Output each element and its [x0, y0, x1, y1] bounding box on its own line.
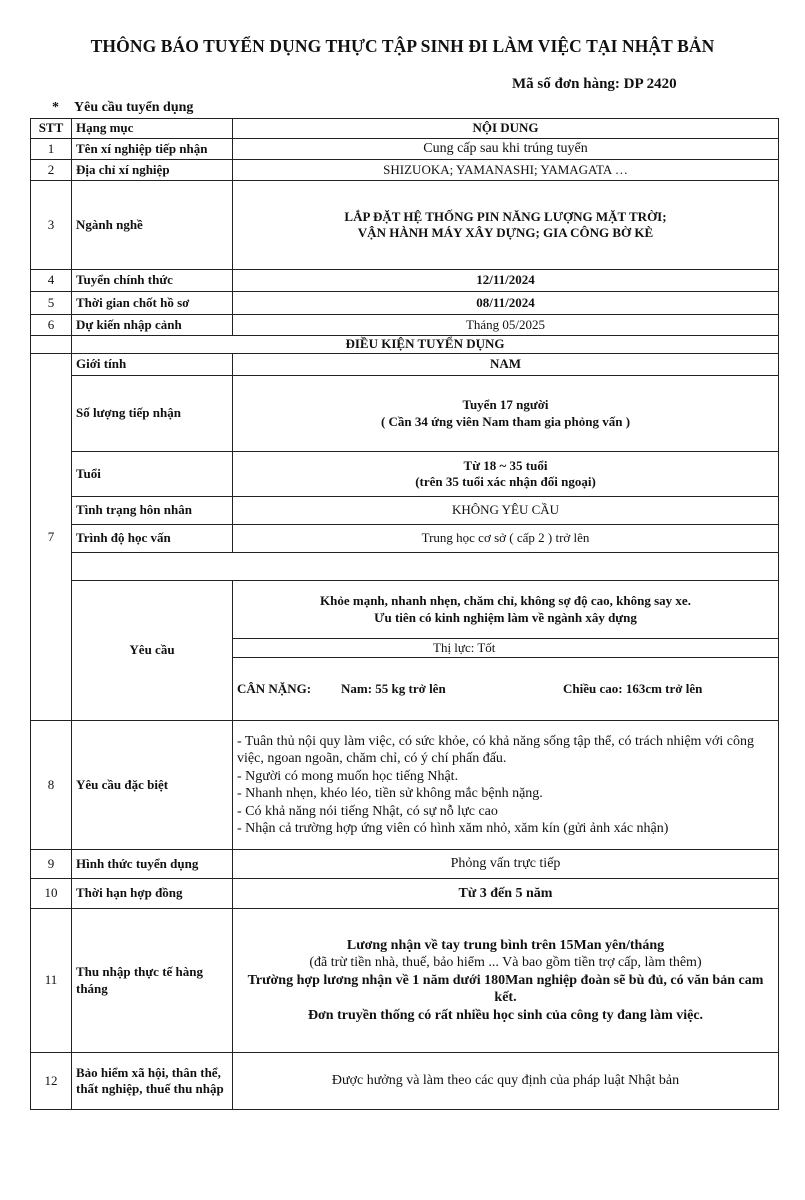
row-value: Từ 3 đến 5 năm — [233, 879, 779, 909]
row-value: Trung học cơ sở ( cấp 2 ) trở lên — [233, 525, 779, 553]
table-row — [31, 292, 779, 315]
requirements-line: Khỏe mạnh, nhanh nhẹn, chăm chỉ, không sợ độ cao, không say xe. — [320, 593, 691, 609]
table-row — [31, 879, 779, 909]
row-stt: 1 — [31, 139, 72, 160]
special-requirements — [233, 721, 779, 850]
recruitment-table — [30, 118, 779, 1110]
special-item: - Có khả năng nói tiếng Nhật, có sự nỗ lực cao — [237, 803, 498, 819]
table-row — [31, 181, 779, 270]
row-label: Giới tính — [72, 354, 233, 376]
row-label: Trình độ học vấn — [72, 525, 233, 553]
income-details — [233, 909, 779, 1053]
weight-label: CÂN NẶNG: — [237, 680, 312, 696]
conditions-header-row — [31, 336, 779, 354]
quantity-line: ( Cần 34 ứng viên Nam tham gia phỏng vấn ) — [380, 413, 631, 429]
row-stt: 11 — [31, 909, 72, 1053]
special-item: - Tuân thủ nội quy làm việc, có sức khỏe, có khả năng sống tập thể, có trách nhiệm với công việc, ngoan ngoãn, chăm chỉ, có ý chí phấn đấu. — [237, 733, 754, 766]
row-label: Thu nhập thực tế hàng tháng — [72, 909, 233, 1053]
row-stt: 3 — [31, 181, 72, 270]
requirements-health — [233, 581, 779, 639]
occupation-line: LẮP ĐẶT HỆ THỐNG PIN NĂNG LƯỢNG MẶT TRỜI; — [344, 208, 667, 224]
row-stt: 10 — [31, 879, 72, 909]
special-item: - Người có mong muốn học tiếng Nhật. — [237, 768, 459, 784]
conditions-header: ĐIỀU KIỆN TUYỂN DỤNG — [72, 336, 779, 354]
row-value: SHIZUOKA; YAMANASHI; YAMAGATA … — [233, 160, 779, 181]
occupation-line: VẬN HÀNH MÁY XÂY DỰNG; GIA CÔNG BỜ KÈ — [357, 225, 654, 240]
row-stt: 8 — [31, 721, 72, 850]
row-label: Số lượng tiếp nhận — [72, 376, 233, 452]
row-label: Bảo hiểm xã hội, thân thể, thất nghiệp, thuế thu nhập — [72, 1053, 233, 1110]
requirements-line: Ưu tiên có kinh nghiệm làm về ngành xây dựng — [374, 609, 637, 625]
income-line: Đơn truyền thống có rất nhiều học sinh của công ty đang làm việc. — [307, 1007, 704, 1023]
weight-value: Nam: 55 kg trở lên — [341, 680, 446, 696]
blank-cell — [72, 553, 779, 581]
row-stt: 6 — [31, 315, 72, 336]
section-label-text: Yêu cầu tuyển dụng — [74, 100, 194, 115]
table-row — [31, 721, 779, 850]
row-stt: 12 — [31, 1053, 72, 1110]
row-value: Tháng 05/2025 — [233, 315, 779, 336]
row-label: Tình trạng hôn nhân — [72, 497, 233, 525]
table-row — [31, 525, 779, 553]
table-header-row — [31, 119, 779, 139]
header-stt: STT — [31, 119, 72, 139]
order-code: Mã số đơn hàng: DP 2420 — [512, 76, 677, 92]
row-label: Ngành nghề — [72, 181, 233, 270]
row-stt: 9 — [31, 850, 72, 879]
row-label: Tuyển chính thức — [72, 270, 233, 292]
blank-row — [31, 553, 779, 581]
row-value-occupation — [233, 181, 779, 270]
row-stt: 4 — [31, 270, 72, 292]
row-label: Địa chỉ xí nghiệp — [72, 160, 233, 181]
row-stt: 5 — [31, 292, 72, 315]
row-value-quantity — [233, 376, 779, 452]
table-row — [31, 452, 779, 497]
age-line: (trên 35 tuổi xác nhận đối ngoại) — [415, 474, 596, 489]
document-title: THÔNG BÁO TUYỂN DỤNG THỰC TẬP SINH ĐI LÀM VIỆC TẠI NHẬT BẢN — [90, 36, 715, 56]
row-label: Hình thức tuyển dụng — [72, 850, 233, 879]
special-item: - Nhận cả trường hợp ứng viên có hình xăm nhỏ, xăm kín (gửi ảnh xác nhận) — [237, 821, 669, 836]
special-item: - Nhanh nhẹn, khéo léo, tiền sử không mắc bệnh nặng. — [237, 786, 543, 801]
row-value-age — [233, 452, 779, 497]
table-row — [31, 581, 779, 639]
conditions-header-blank — [31, 336, 72, 354]
table-row — [31, 354, 779, 376]
bullet-star: * — [52, 100, 59, 115]
income-line: Lương nhận về tay trung bình trên 15Man yên/tháng — [346, 937, 665, 953]
table-row — [31, 850, 779, 879]
table-row — [31, 160, 779, 181]
row-label: Yêu cầu đặc biệt — [72, 721, 233, 850]
table-row — [31, 315, 779, 336]
height-value: Chiều cao: 163cm trở lên — [563, 680, 703, 696]
row-label: Dự kiến nhập cảnh — [72, 315, 233, 336]
table-row — [31, 1053, 779, 1110]
row-value: 08/11/2024 — [233, 292, 779, 315]
row-label: Tên xí nghiệp tiếp nhận — [72, 139, 233, 160]
table-row — [31, 497, 779, 525]
income-line: Trường hợp lương nhận về 1 năm dưới 180Man nghiệp đoàn sẽ bù đủ, có văn bản cam kết. — [247, 972, 764, 1006]
header-category: Hạng mục — [72, 119, 233, 139]
row-value: Phỏng vấn trực tiếp — [233, 850, 779, 879]
row-stt: 2 — [31, 160, 72, 181]
row-label-requirements: Yêu cầu — [72, 581, 233, 721]
requirements-eyesight: Thị lực: Tốt — [233, 639, 779, 658]
row-value: Được hưởng và làm theo các quy định của pháp luật Nhật bản — [233, 1053, 779, 1110]
age-line: Từ 18 ~ 35 tuổi — [463, 457, 548, 473]
section-label — [52, 100, 193, 116]
quantity-line: Tuyển 17 người — [462, 397, 549, 413]
row-label: Thời hạn hợp đồng — [72, 879, 233, 909]
table-row — [31, 270, 779, 292]
header-content: NỘI DUNG — [233, 119, 779, 139]
table-row — [31, 139, 779, 160]
row-value: Cung cấp sau khi trúng tuyển — [233, 139, 779, 160]
row-stt: 7 — [31, 354, 72, 721]
table-row — [31, 909, 779, 1053]
table-row — [31, 376, 779, 452]
row-label: Tuổi — [72, 452, 233, 497]
row-value: 12/11/2024 — [233, 270, 779, 292]
row-value: NAM — [233, 354, 779, 376]
row-value: KHÔNG YÊU CẦU — [233, 497, 779, 525]
income-line: (đã trừ tiền nhà, thuế, bảo hiểm ... Và bao gồm tiền trợ cấp, làm thêm) — [309, 955, 702, 971]
row-label: Thời gian chốt hồ sơ — [72, 292, 233, 315]
requirements-body — [233, 658, 779, 721]
